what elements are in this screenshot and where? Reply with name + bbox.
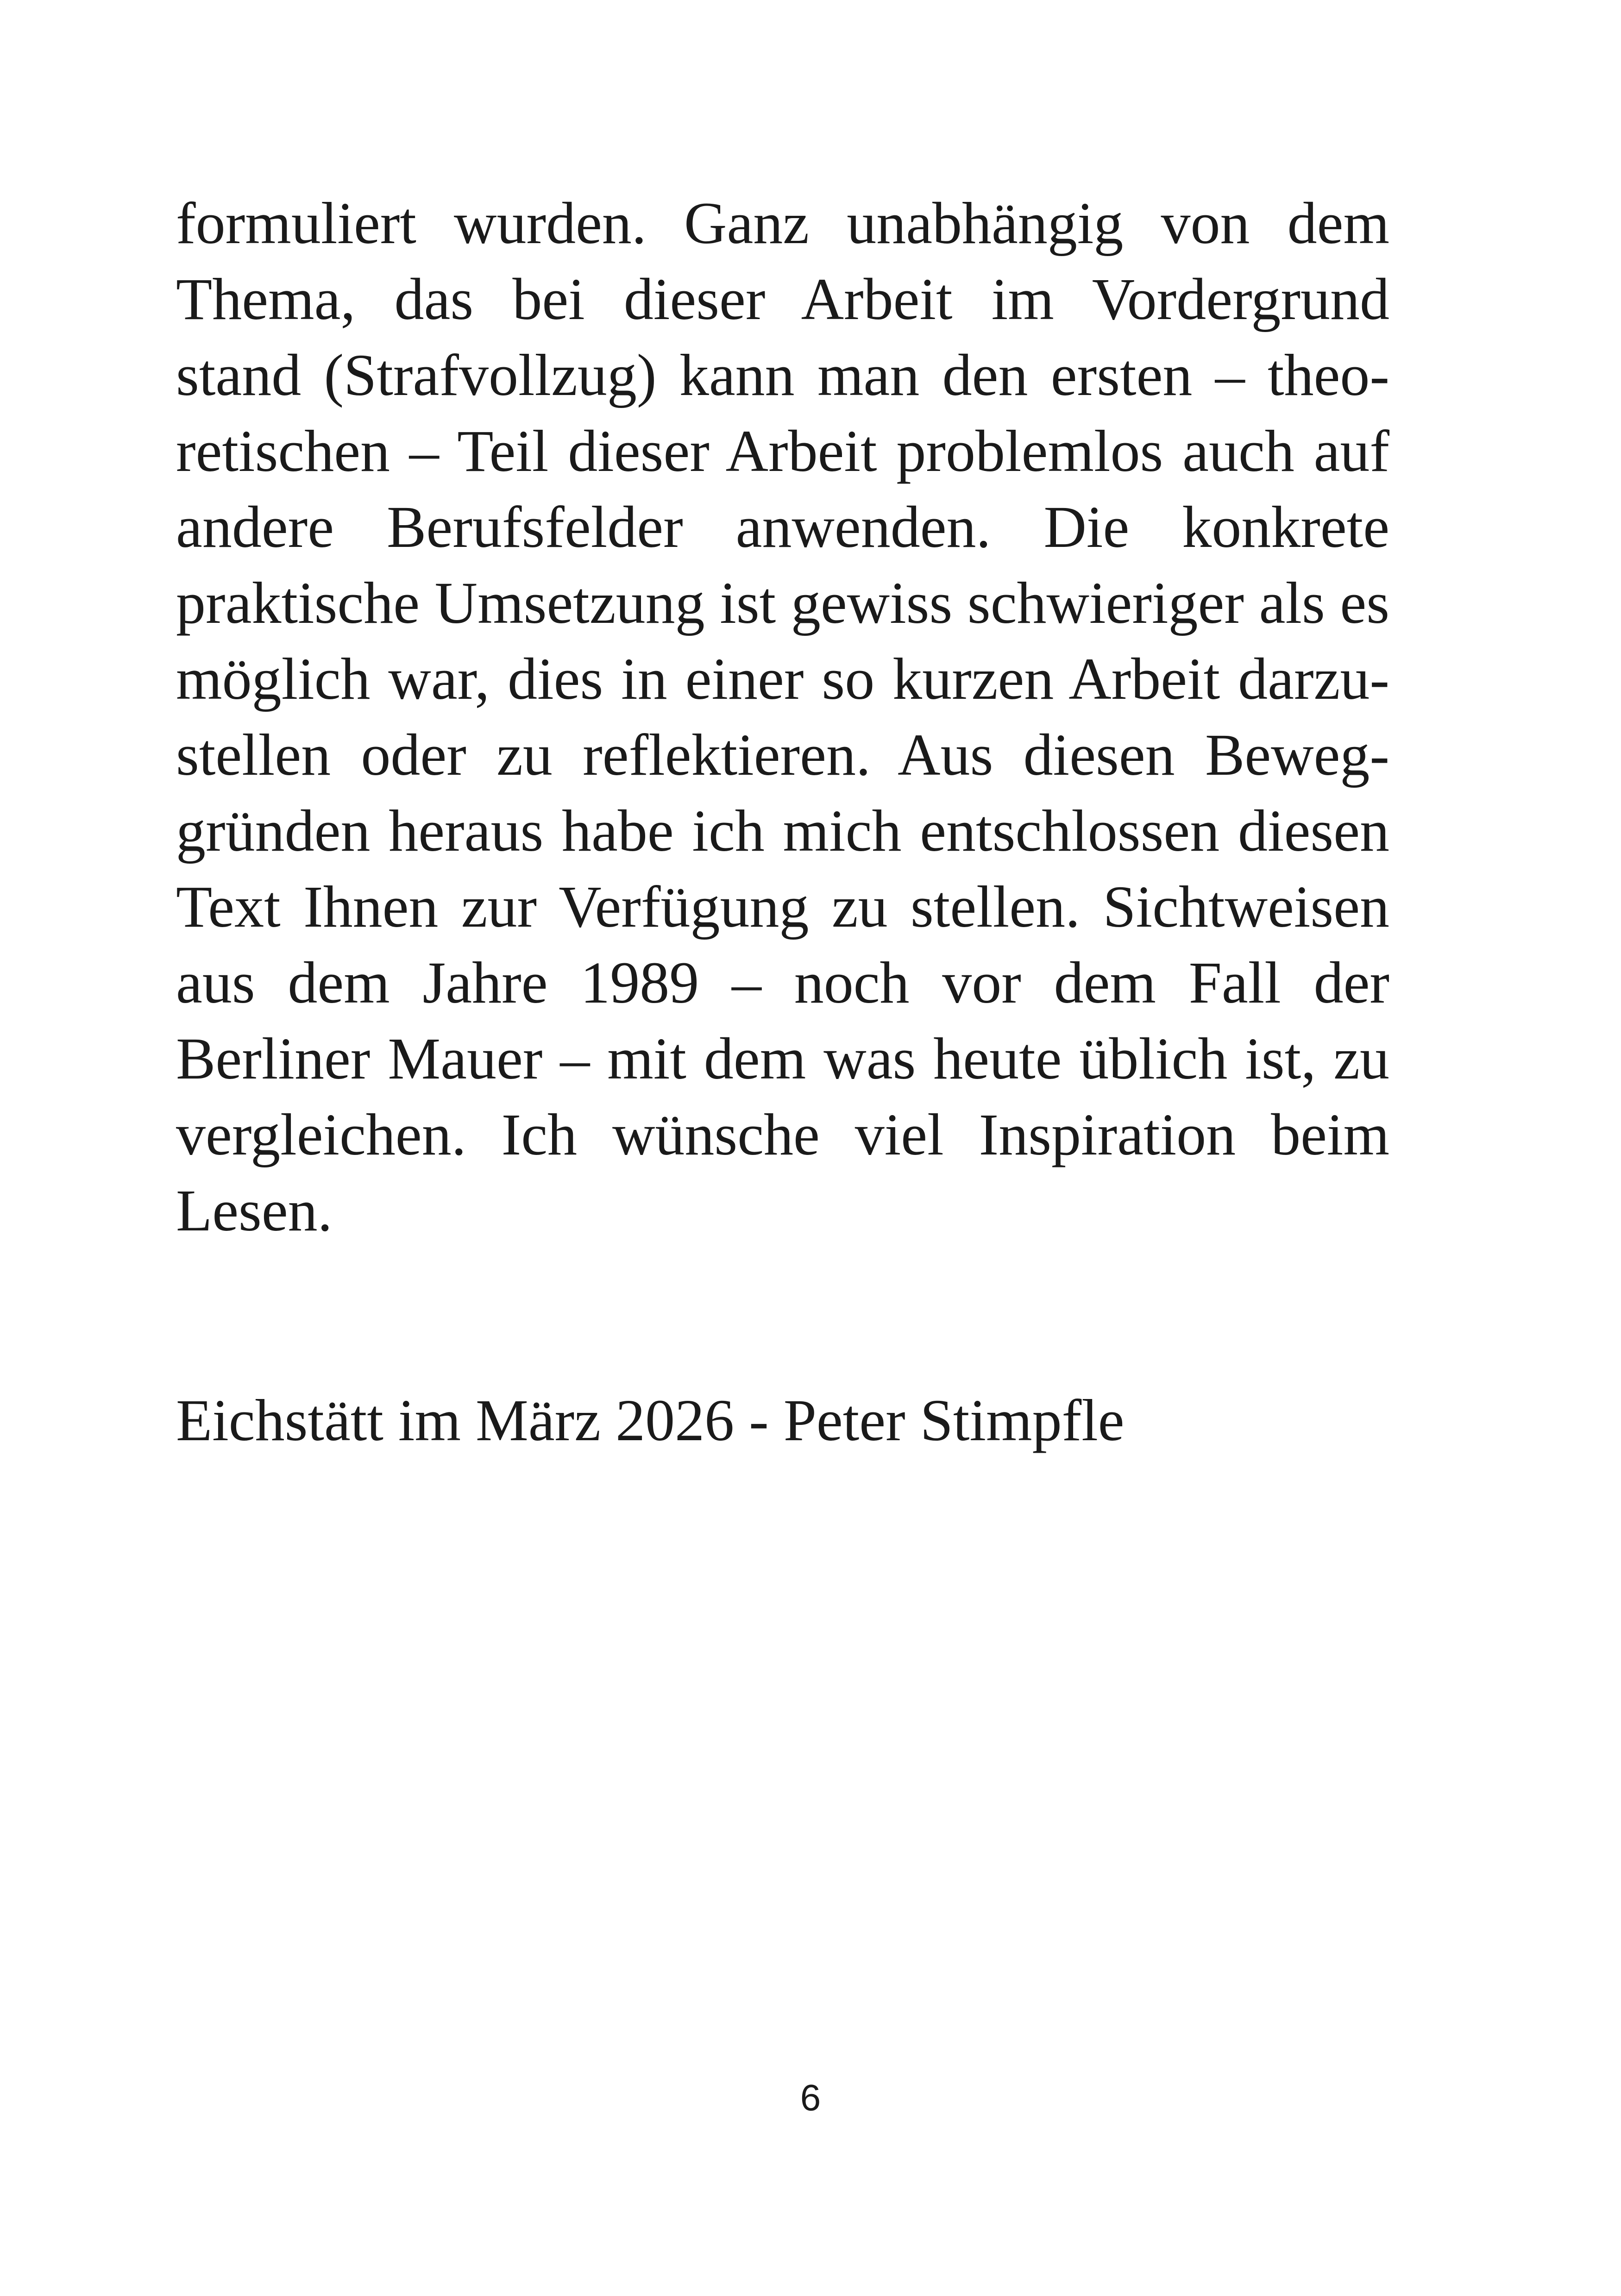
body-line: vergleichen. Ich wünsche viel Inspiration beim <box>176 1102 1389 1167</box>
body-line: andere Berufsfelder anwenden. Die konkrete <box>176 494 1389 560</box>
body-line: praktische Umsetzung ist gewiss schwieriger als es <box>176 570 1389 636</box>
body-text <box>176 185 1389 1248</box>
body-line: möglich war, dies in einer so kurzen Arbeit darzu- <box>176 646 1389 712</box>
page-number: 6 <box>800 2077 821 2118</box>
body-line: aus dem Jahre 1989 – noch vor dem Fall der <box>176 950 1389 1016</box>
body-line: formuliert wurden. Ganz unabhängig von dem <box>176 190 1389 256</box>
body-line: gründen heraus habe ich mich entschlossen diesen <box>176 798 1389 864</box>
body-line: stand (Strafvollzug) kann man den ersten – theo- <box>176 342 1389 408</box>
body-line: Thema, das bei dieser Arbeit im Vordergrund <box>176 266 1389 332</box>
body-line: Text Ihnen zur Verfügung zu stellen. Sichtweisen <box>176 874 1389 940</box>
body-line: retischen – Teil dieser Arbeit problemlos auch auf <box>176 418 1389 484</box>
signature-line: Eichstätt im März 2026 - Peter Stimpfle <box>176 1387 1125 1453</box>
body-line: Berliner Mauer – mit dem was heute üblich ist, zu <box>176 1026 1389 1092</box>
body-line-last: Lesen. <box>176 1178 333 1243</box>
body-line: stellen oder zu reflektieren. Aus diesen Beweg- <box>176 722 1389 788</box>
